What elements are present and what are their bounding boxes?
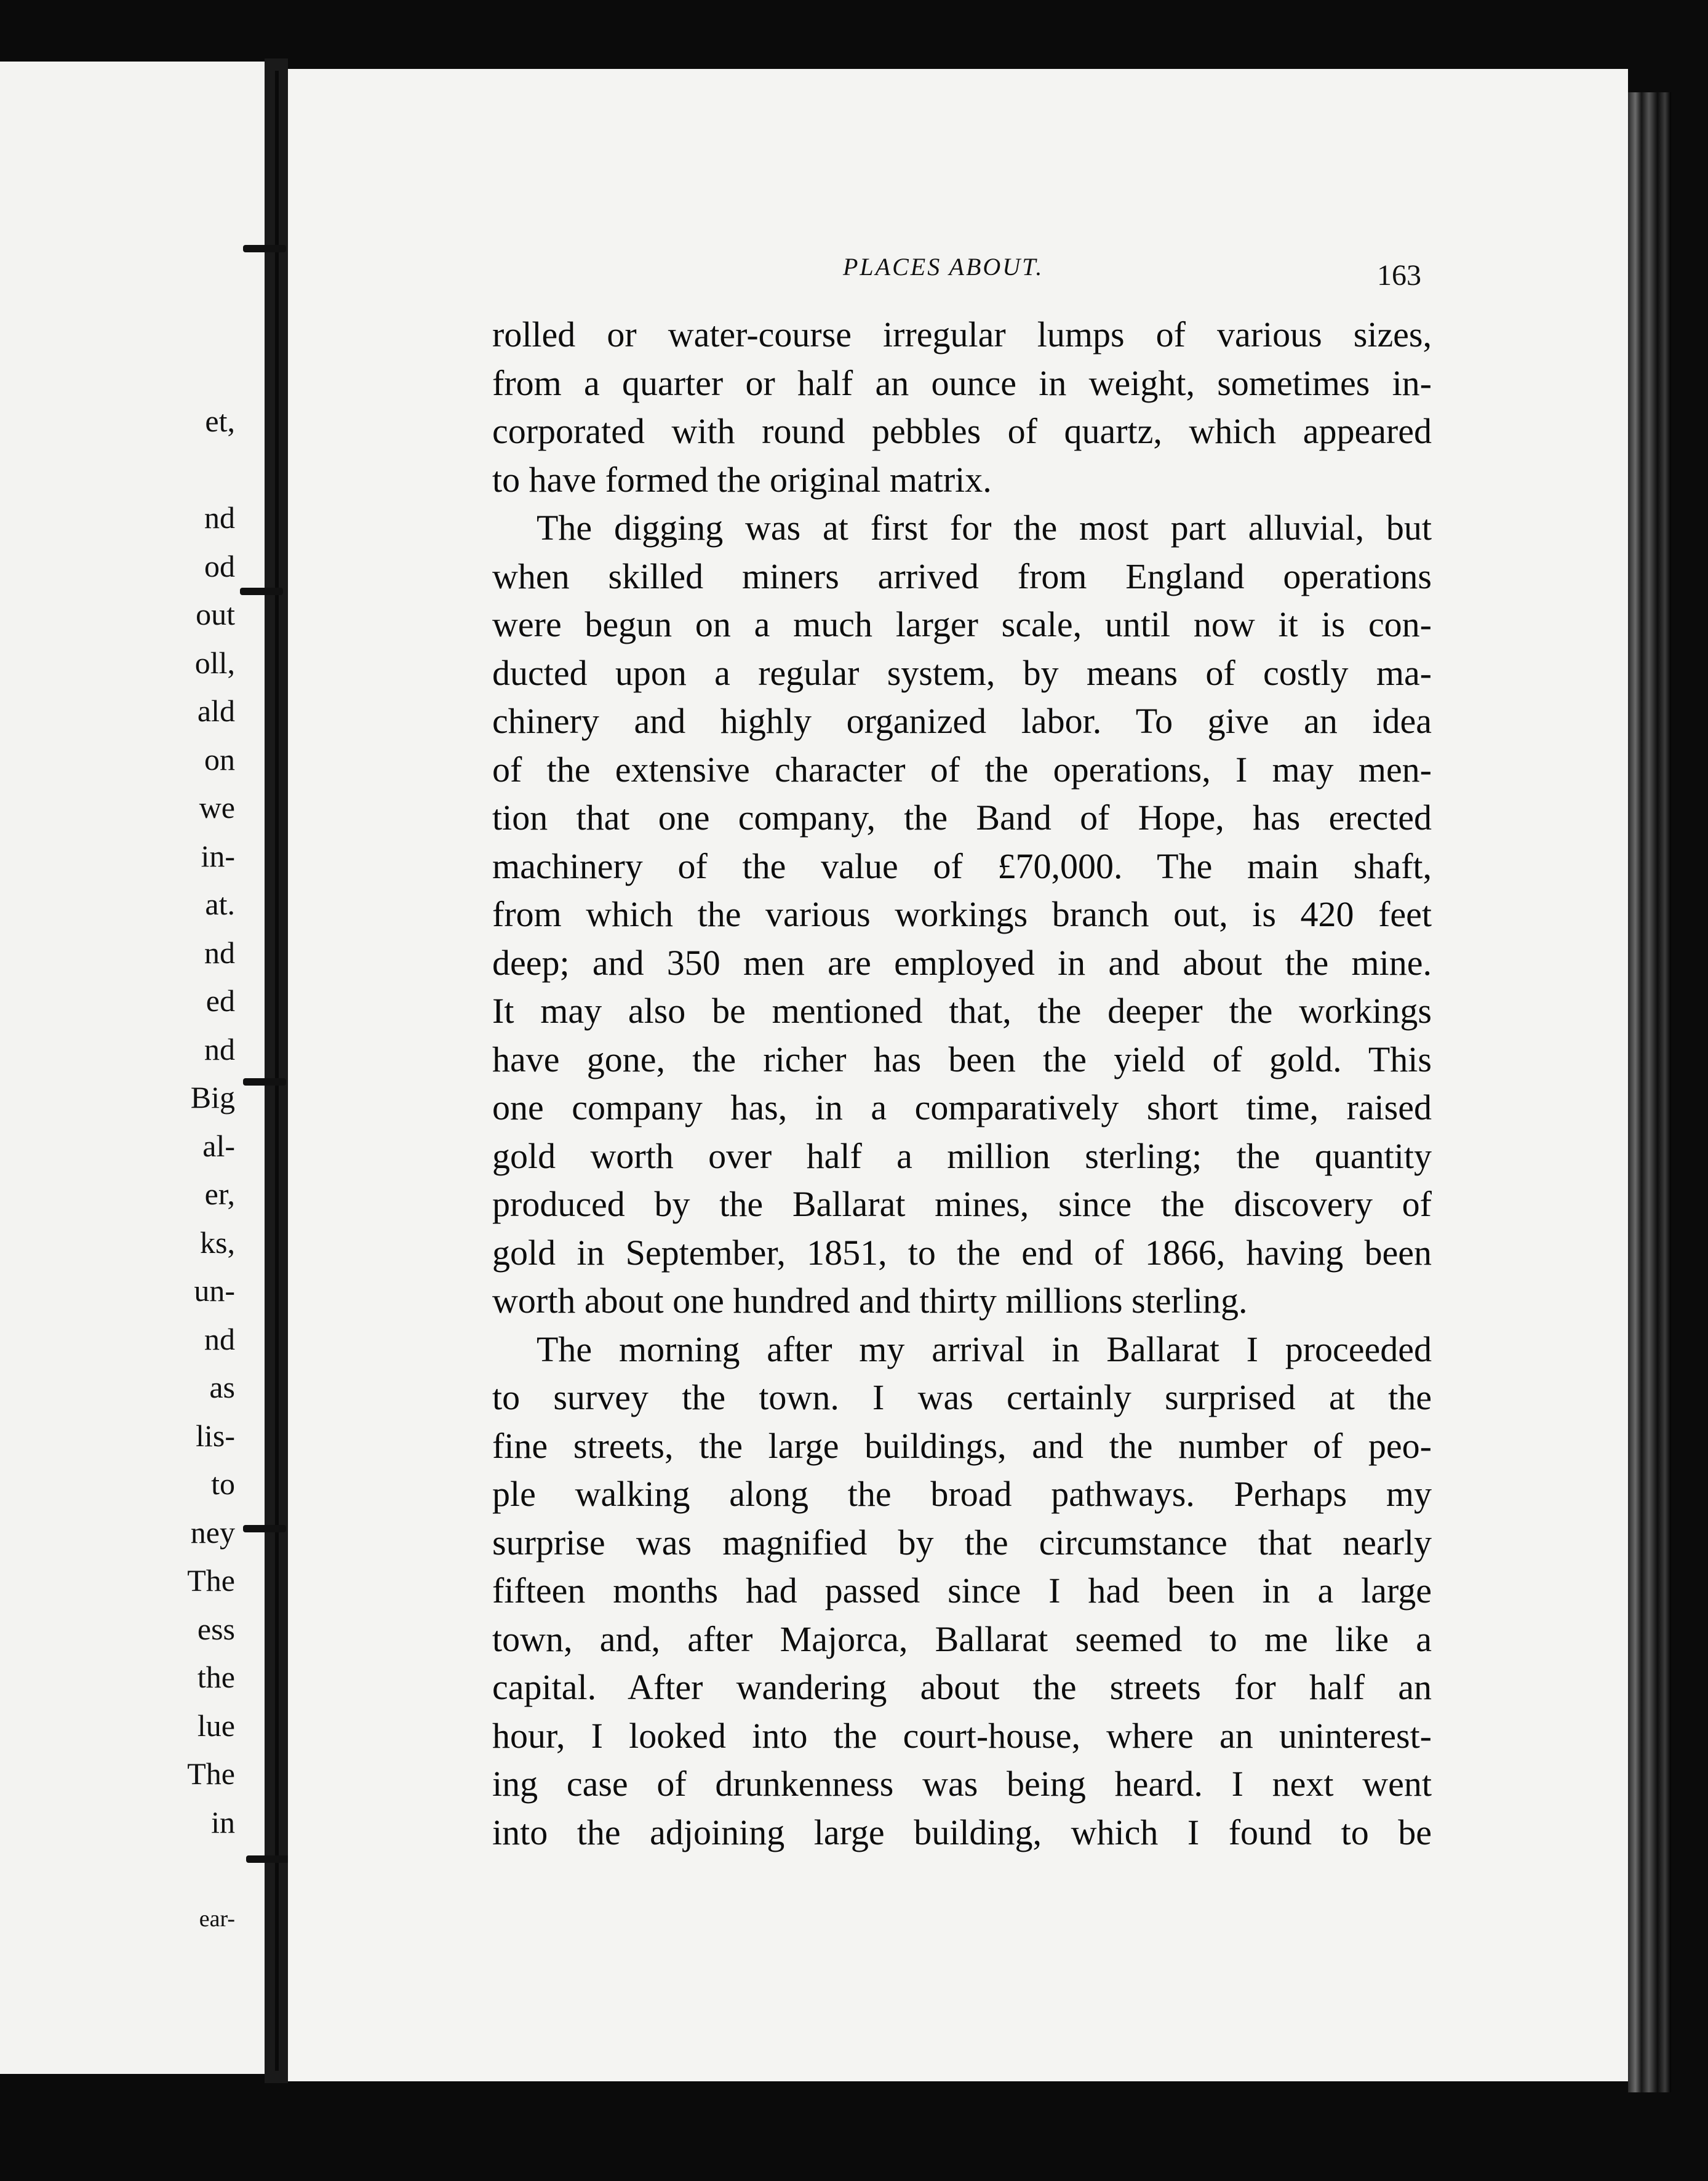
text-line: when skilled miners arrived from England operations xyxy=(492,556,1432,596)
binding-stitch xyxy=(240,588,283,595)
left-line: er, xyxy=(204,1177,235,1211)
text-line: ducted upon a regular system, by means of costly ma- xyxy=(492,652,1432,693)
text-line: of the extensive character of the operations, I may men- xyxy=(492,749,1432,790)
left-line: un- xyxy=(194,1273,235,1308)
text-line: capital. After wandering about the streets for half an xyxy=(492,1667,1432,1707)
left-line: ald xyxy=(197,694,235,728)
left-page-text-column xyxy=(87,397,235,1943)
paragraph xyxy=(492,504,1432,1326)
text-line: corporated with round pebbles of quartz, which appeared xyxy=(492,411,1432,451)
text-line: ple walking along the broad pathways. Perhaps my xyxy=(492,1474,1432,1514)
binding-stitch xyxy=(243,1525,286,1532)
text-line: chinery and highly organized labor. To give an idea xyxy=(492,701,1432,741)
text-line: The morning after my arrival in Ballarat I proceeded xyxy=(537,1329,1432,1369)
left-line: the xyxy=(197,1660,235,1694)
text-line: surprise was magnified by the circumstance that nearly xyxy=(492,1522,1432,1563)
left-line: The xyxy=(187,1563,235,1598)
left-line: in- xyxy=(201,838,235,873)
left-line: out xyxy=(196,597,235,631)
left-line: we xyxy=(199,790,235,825)
text-line: hour, I looked into the court-house, where an uninterest- xyxy=(492,1715,1432,1756)
text-line: gold in September, 1851, to the end of 1866, having been xyxy=(492,1232,1432,1273)
left-line: at. xyxy=(205,887,235,921)
left-line: al- xyxy=(202,1128,235,1163)
left-line: lis- xyxy=(196,1418,235,1453)
left-line: lue xyxy=(197,1708,235,1743)
left-line xyxy=(87,446,235,494)
left-line: ess xyxy=(197,1611,235,1646)
left-line: oll, xyxy=(194,645,235,680)
left-line: ks, xyxy=(200,1225,235,1260)
left-line: on xyxy=(204,742,235,777)
text-line: rolled or water-course irregular lumps of various sizes, xyxy=(492,314,1432,354)
text-line: from which the various workings branch out, is 420 feet xyxy=(492,894,1432,934)
text-line: from a quarter or half an ounce in weight, sometimes in- xyxy=(492,362,1432,403)
page-edge-stack xyxy=(1628,92,1671,2092)
text-line: fine streets, the large buildings, and the number of peo- xyxy=(492,1425,1432,1466)
left-line: to xyxy=(211,1467,235,1501)
left-line: as xyxy=(209,1370,235,1404)
text-line: fifteen months had passed since I had been in a large xyxy=(492,1571,1432,1611)
text-line: The digging was at first for the most part alluvial, but xyxy=(537,508,1432,548)
text-line: to have formed the original matrix. xyxy=(492,459,992,500)
text-line: gold worth over half a million sterling; the quantity xyxy=(492,1135,1432,1176)
text-line: town, and, after Majorca, Ballarat seemed to me like a xyxy=(492,1619,1432,1659)
text-line: tion that one company, the Band of Hope, has erected xyxy=(492,798,1432,838)
text-line: to survey the town. I was certainly surprised at the xyxy=(492,1377,1432,1417)
text-line: It may also be mentioned that, the deeper the workings xyxy=(492,991,1432,1031)
left-page-fragment xyxy=(0,62,265,2074)
text-line: ing case of drunkenness was being heard. I next went xyxy=(492,1764,1432,1804)
left-line: nd xyxy=(204,935,235,970)
binding-stitch xyxy=(246,1855,289,1863)
left-line: nd xyxy=(204,500,235,535)
left-line: et, xyxy=(205,404,235,438)
body-text xyxy=(492,311,1432,1857)
binding-thread xyxy=(275,71,279,2071)
left-line: ear- xyxy=(199,1905,235,1932)
paragraph xyxy=(492,311,1432,504)
paragraph xyxy=(492,1326,1432,1857)
text-line: into the adjoining large building, which I found to be xyxy=(492,1812,1432,1852)
left-line xyxy=(87,1846,235,1895)
page-number: 163 xyxy=(1377,259,1421,292)
left-line: ney xyxy=(190,1515,235,1550)
left-line: ed xyxy=(206,983,235,1018)
left-line: nd xyxy=(204,1321,235,1356)
text-line: were begun on a much larger scale, until now it is con- xyxy=(492,604,1432,644)
binding-stitch xyxy=(243,245,286,252)
text-line: worth about one hundred and thirty millions sterling. xyxy=(492,1281,1248,1321)
text-line: produced by the Ballarat mines, since the discovery of xyxy=(492,1184,1432,1224)
left-line: The xyxy=(187,1756,235,1791)
running-head: PLACES ABOUT. xyxy=(843,253,1044,281)
text-line: one company has, in a comparatively short time, raised xyxy=(492,1087,1432,1127)
text-line: machinery of the value of £70,000. The main shaft, xyxy=(492,846,1432,886)
text-line: deep; and 350 men are employed in and about the mine. xyxy=(492,942,1432,983)
left-line: od xyxy=(204,548,235,583)
left-line: in xyxy=(211,1804,235,1839)
text-line: have gone, the richer has been the yield of gold. This xyxy=(492,1039,1432,1079)
binding-stitch xyxy=(243,1078,286,1086)
left-line: nd xyxy=(204,1031,235,1066)
left-line: Big xyxy=(190,1080,235,1115)
